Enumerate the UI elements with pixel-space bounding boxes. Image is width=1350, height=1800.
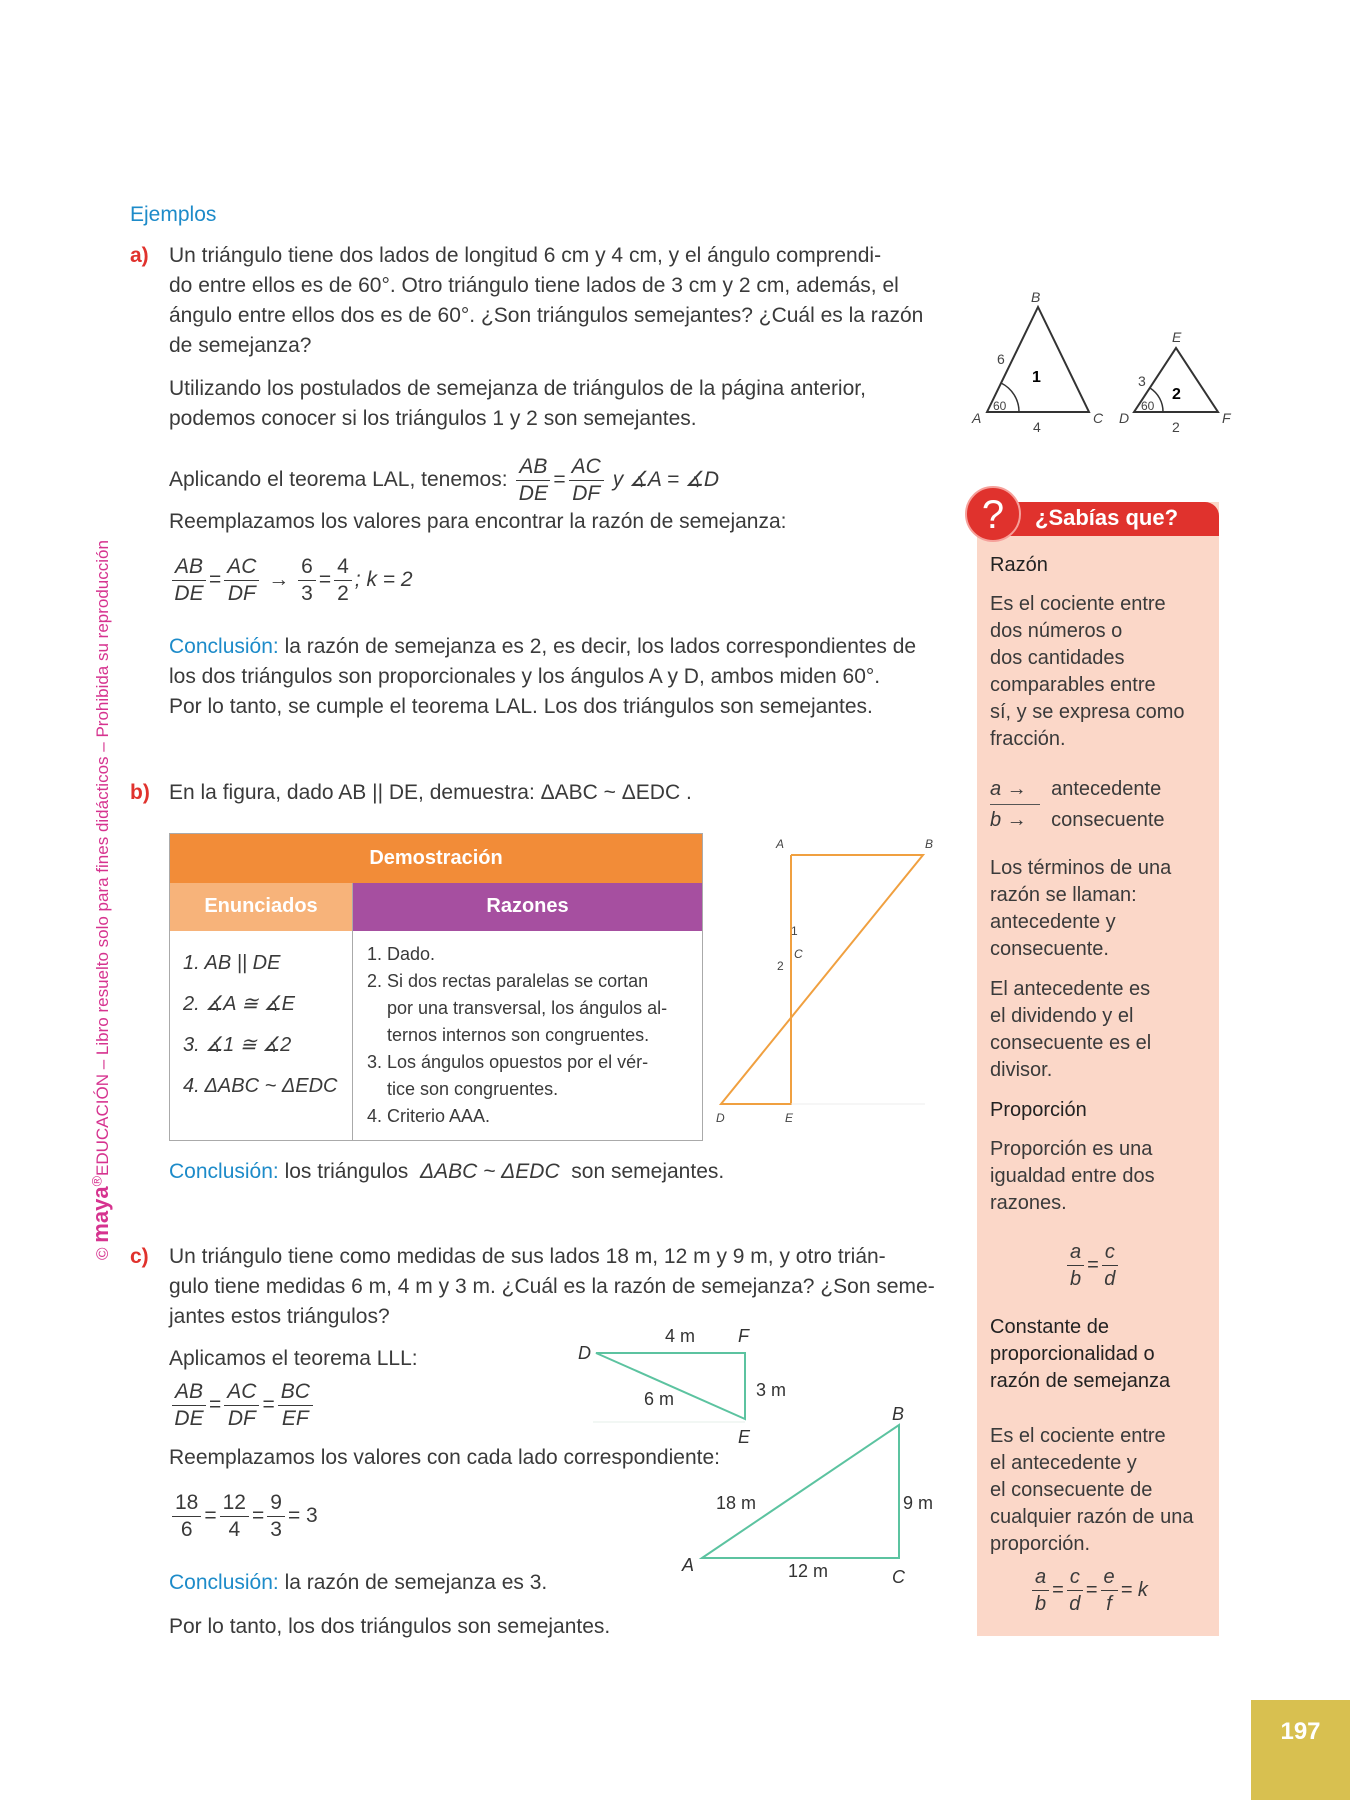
ratio-terms: a → antecedente b → consecuente (990, 774, 1165, 835)
heading-proporcion: Proporción (990, 1099, 1087, 1121)
constant-formula: $\frac{a}{b}$ = $\frac{c}{d}$ = $\frac{e}{f}$ = k (1029, 1560, 1148, 1620)
column-header: Razones (353, 883, 703, 931)
side-label: 4 (1033, 419, 1041, 435)
razones-cell: 1. Dado. 2. Si dos rectas paralelas se cortan por una transversal, los ángulos al- ternos internos son congruentes. 3. Los ángulos opuestos por el vér- tice son congruentes. 4. Criterio AAA. (353, 931, 703, 1141)
triangle-2 (1134, 348, 1218, 412)
terms-text: Los términos de una razón se llaman: antecedente y consecuente. (990, 857, 1172, 960)
item-a-letter: a) (130, 244, 149, 267)
vertex-label: B (1031, 289, 1041, 305)
lal-equation: Aplicando el teorema LAL, tenemos: $\frac{AB}{DE}$ = $\frac{AC}{DF}$ y ∡A = ∡D (169, 454, 720, 505)
maya-logo: maya (88, 1186, 113, 1243)
svg-text:3 m: 3 m (756, 1380, 787, 1400)
side-label: 3 (1138, 373, 1146, 389)
figure-parallel-triangles (716, 837, 933, 1125)
svg-text:18 m: 18 m (716, 1493, 757, 1513)
b-statement: En la figura, dado AB || DE, demuestra: ΔABC ~ ΔEDC . (169, 781, 692, 804)
a-text-line: de semejanza? (169, 334, 312, 357)
svg-text:A: A (776, 837, 785, 851)
a-para-line: Utilizando los postulados de semejanza de triángulos de la página anterior, (169, 377, 866, 400)
section-title: Ejemplos (130, 203, 217, 226)
triangle-def (596, 1353, 745, 1419)
vertex-label: E (1172, 329, 1182, 345)
triangle-1 (987, 307, 1089, 412)
svg-text:D: D (716, 1111, 725, 1125)
side-label: 2 (1172, 419, 1180, 435)
watermark: © maya®EDUCACIÓN – Libro resuelto solo para fines didácticos – Prohibida su reproducción (88, 540, 113, 1260)
c-text-line: jantes estos triángulos? (169, 1305, 390, 1328)
b-conclusion: Conclusión: los triángulos ΔABC ~ ΔEDC son semejantes. (169, 1160, 725, 1183)
constante-text: Es el cociente entre el antecedente y el consecuente de cualquier razón de una proporción. (990, 1425, 1194, 1555)
vertex-label: D (1119, 410, 1130, 426)
angle-label: 60 (993, 399, 1007, 413)
svg-text:E: E (785, 1111, 794, 1125)
c-ratio-equation: $\frac{18}{6}$ = $\frac{12}{4}$ = $\frac{9}{3}$ = 3 (169, 1486, 318, 1546)
svg-text:12 m: 12 m (788, 1561, 829, 1581)
item-c-letter: c) (130, 1245, 149, 1268)
triangle-id: 1 (1032, 369, 1041, 386)
sidebar-title: ¿Sabías que? (1035, 505, 1179, 530)
a-para-line: podemos conocer si los triángulos 1 y 2 son semejantes. (169, 407, 697, 430)
proporcion-text: Proporción es una igualdad entre dos razones. (990, 1138, 1155, 1214)
proportion-formula: $\frac{a}{b}$ = $\frac{c}{d}$ (1064, 1235, 1121, 1295)
svg-text:6 m: 6 m (644, 1389, 675, 1409)
table-title: Demostración (369, 846, 503, 869)
angle-arc (1150, 388, 1163, 412)
a-conclusion-line: los dos triángulos son proporcionales y los ángulos A y D, ambos miden 60°. (169, 665, 881, 688)
svg-text:C: C (892, 1567, 905, 1587)
c-replace-text: Reemplazamos los valores con cada lado correspondiente: (169, 1446, 720, 1469)
svg-text:E: E (738, 1427, 751, 1447)
vertex-label: F (1222, 410, 1231, 426)
proof-table (169, 833, 703, 1141)
side-label: 6 (997, 351, 1005, 367)
vertex-label: A (972, 410, 982, 426)
svg-text:1: 1 (791, 924, 798, 938)
heading-razon: Razón (990, 554, 1048, 576)
vertex-label: C (1093, 410, 1104, 426)
svg-text:D: D (578, 1343, 591, 1363)
a-text-line: do entre ellos es de 60°. Otro triángulo tiene lados de 3 cm y 2 cm, además, el (169, 274, 899, 297)
triangle-abc (702, 1425, 899, 1558)
svg-text:B: B (892, 1404, 905, 1424)
a-conclusion-line: Por lo tanto, se cumple el teorema LAL. Los dos triángulos son semejantes. (169, 695, 873, 718)
heading-constante: Constante de proporcionalidad o razón de semejanza (990, 1316, 1171, 1392)
svg-text:2: 2 (777, 959, 784, 973)
svg-text:4 m: 4 m (665, 1326, 696, 1346)
c-lll-text: Aplicamos el teorema LLL: (169, 1347, 418, 1370)
enunciados-cell: 1. AB || DE 2. ∡A ≅ ∡E 3. ∡1 ≅ ∡2 4. ΔABC ~ ΔEDC (183, 951, 338, 1097)
page-number: 197 (1251, 1700, 1350, 1800)
angle-arc (1001, 383, 1019, 412)
razon-text: Es el cociente entre dos números o dos cantidades comparables entre sí, y se expresa como fracción. (990, 593, 1185, 750)
a-conclusion: Conclusión: la razón de semejanza es 2, es decir, los lados correspondientes de (169, 635, 917, 658)
a-ratio-equation: $\frac{AB}{DE}$ = $\frac{AC}{DF}$ → $\frac{6}{3}$ = $\frac{4}{2}$ ; k = 2 (169, 550, 413, 610)
triangle-id: 2 (1172, 386, 1181, 403)
svg-text:F: F (738, 1326, 749, 1346)
svg-text:9 m: 9 m (903, 1493, 934, 1513)
a-text-line: Un triángulo tiene dos lados de longitud 6 cm y 4 cm, y el ángulo comprendi- (169, 244, 882, 267)
item-b-letter: b) (130, 781, 150, 804)
question-icon: ? (965, 486, 1021, 542)
dividend-text: El antecedente es el dividendo y el consecuente es el divisor. (990, 978, 1152, 1081)
svg-text:C: C (794, 947, 803, 961)
c-final-text: Por lo tanto, los dos triángulos son semejantes. (169, 1615, 611, 1638)
c-text-line: gulo tiene medidas 6 m, 4 m y 3 m. ¿Cuál es la razón de semejanza? ¿Son seme- (169, 1275, 935, 1298)
angle-label: 60 (1141, 399, 1155, 413)
column-header: Enunciados (170, 883, 353, 931)
lll-equation: $\frac{AB}{DE}$ = $\frac{AC}{DF}$ = $\frac{BC}{EF}$ (169, 1375, 316, 1435)
svg-text:B: B (925, 837, 934, 851)
c-text-line: Un triángulo tiene como medidas de sus lados 18 m, 12 m y 9 m, y otro trián- (169, 1245, 886, 1268)
c-conclusion: Conclusión: la razón de semejanza es 3. (169, 1571, 548, 1594)
svg-text:A: A (682, 1555, 695, 1575)
a-replace-text: Reemplazamos los valores para encontrar la razón de semejanza: (169, 510, 787, 533)
a-text-line: ángulo entre ellos dos es de 60°. ¿Son triángulos semejantes? ¿Cuál es la razón (169, 304, 924, 327)
sidebar-sabias-que (977, 493, 1219, 1636)
